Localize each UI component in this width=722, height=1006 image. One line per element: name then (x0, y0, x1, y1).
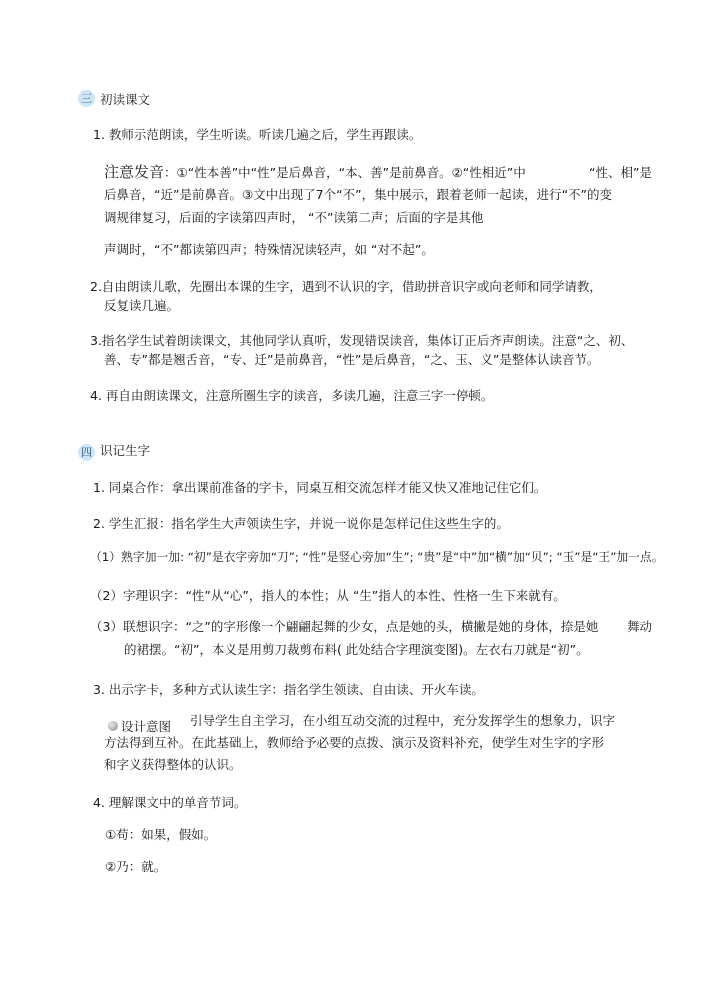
s3-note-line-2: 后鼻音，“近”是前鼻音。③文中出现了7个“不”，集中展示，跟着老师一起读，进行“不”的变 (104, 187, 613, 202)
s4-design-line-1: 引导学生自主学习，在小组互动交流的过程中，充分发挥学生的想象力，识字 (190, 713, 616, 728)
s3-note-line-3: 调规律复习，后面的字读第四声时， “不”读第二声；后面的字是其他 (104, 210, 484, 225)
section-badge-4: 四 (78, 444, 95, 461)
s4-design-line-3: 和字义获得整体的认识。 (104, 757, 242, 772)
s4-item-2: （2）字理识字：“性”从“心”，指人的本性；从 “生”指人的本性、性格一生下来就有。 (90, 588, 566, 603)
note-label: 注意发音 (104, 163, 165, 181)
note-text-b: “性、相”是 (589, 165, 652, 180)
s4-design-line-2: 方法得到互补。在此基础上，教师给予必要的点拨、演示及资料补充，使学生对生字的字形 (104, 735, 605, 750)
s3-note-line-1 (104, 161, 526, 182)
s4-paragraph-2: 2. 学生汇报：指名学生大声领读生字，并说一说你是怎样记住这些生字的。 (93, 516, 509, 531)
s3-paragraph-2-line-2: 反复读几遍。 (104, 298, 180, 313)
s4-item-3-line-1a: （3）联想识字：“之”的字形像一个翩翩起舞的少女，点是她的头，横撇是她的身体，捺是她 (90, 619, 599, 634)
s4-paragraph-1: 1. 同桌合作：拿出课前准备的字卡，同桌互相交流怎样才能又快又准地记住它们。 (93, 480, 547, 495)
section-title-shiji: 识记生字 (100, 443, 151, 458)
s4-item-1: （1）熟字加一加: “初”是衣字旁加“刀”; “性”是竖心旁加“生”; “贵”是“中”加“横”加“贝”; “玉”是“王”加一点。 (90, 550, 664, 564)
s4-item-3-line-1b: 舞动 (627, 619, 653, 634)
section-title-chudu: 初读课文 (100, 92, 151, 107)
design-intent-text: 设计意图 (121, 719, 172, 734)
s4-word-1: ①苟：如果，假如。 (105, 827, 217, 842)
note-text-a: ：①“性本善”中“性”是后鼻音，“本、善”是前鼻音。②“性相近”中 (164, 165, 526, 180)
s3-paragraph-2-line-1: 2.自由朗读儿歌，先圈出本课的生字，遇到不认识的字，借助拼音识字或向老师和同学请教， (90, 279, 602, 294)
s3-paragraph-4: 4. 再自由朗读课文，注意所圈生字的读音，多读几遍，注意三字一停顿。 (90, 388, 494, 403)
s4-paragraph-4: 4. 理解课文中的单音节词。 (93, 795, 247, 810)
s3-note-line-4: 声调时，“不”都读第四声；特殊情况读轻声，如 “对不起”。 (104, 242, 434, 257)
s3-paragraph-3-line-1: 3.指名学生试着朗读课文，其他同学认真听，发现错误读音，集体订正后齐声朗读。注意“之、初、 (90, 333, 634, 348)
s4-paragraph-3: 3. 出示字卡，多种方式认读生字：指名学生领读、自由读、开火车读。 (93, 682, 484, 697)
s3-paragraph-3-line-2: 善、专”都是翘舌音，“专、迁”是前鼻音，“性”是后鼻音，“之、玉、义”是整体认读音节。 (104, 352, 600, 367)
s3-paragraph-1: 1. 教师示范朗读，学生听读。听读几遍之后，学生再跟读。 (93, 127, 422, 142)
s4-item-3-line-2: 的裙摆。“初”，本义是用剪刀裁剪布料( 此处结合字理演变图)。左衣右刀就是“初”。 (124, 642, 589, 657)
design-intent-icon (108, 721, 118, 731)
s4-word-2: ②乃：就。 (105, 859, 167, 874)
section-badge-3: 三 (78, 90, 95, 107)
